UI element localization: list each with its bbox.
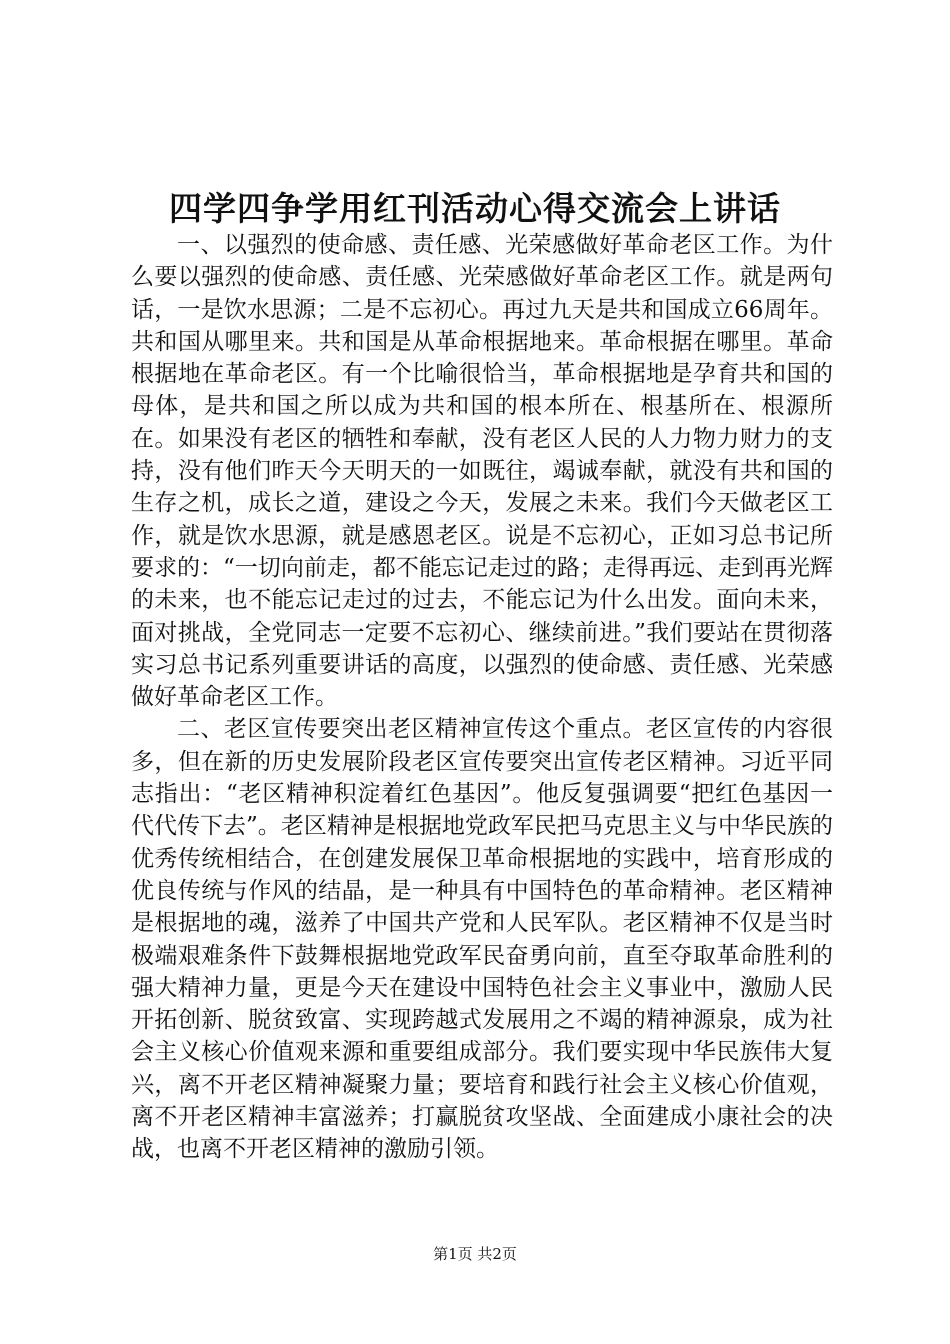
- paragraph-2: 二、老区宣传要突出老区精神宣传这个重点。老区宣传的内容很多，但在新的历史发展阶段老区宣传要突出宣传老区精神。习近平同志指出：“老区精神积淀着红色基因”。他反复强调要“把红色基因一代代传下去”。老区精神是根据地党政军民把马克思主义与中华民族的优秀传统相结合，在创建发展保卫革命根据地的实践中，培育形成的优良传统与作风的结晶，是一种具有中国特色的革命精神。老区精神是根据地的魂，滋养了中国共产党和人民军队。老区精神不仅是当时极端艰难条件下鼓舞根据地党政军民奋勇向前，直至夺取革命胜利的强大精神力量，更是今天在建设中国特色社会主义事业中，激励人民开拓创新、脱贫致富、实现跨越式发展用之不竭的精神源泉，成为社会主义核心价值观来源和重要组成部分。我们要实现中华民族伟大复兴，离不开老区精神凝聚力量；要培育和践行社会主义核心价值观，离不开老区精神丰富滋养；打赢脱贫攻坚战、全面建成小康社会的决战，也离不开老区精神的激励引领。: [131, 716, 833, 1163]
- page-footer: 第1页 共2页: [433, 1245, 517, 1263]
- document-title: 四学四争学用红刊活动心得交流会上讲话: [169, 189, 781, 228]
- paragraph-1: 一、以强烈的使命感、责任感、光荣感做好革命老区工作。为什么要以强烈的使命感、责任感、光荣感做好革命老区工作。就是两句话，一是饮水思源；二是不忘初心。再过九天是共和国成立66周年。共和国从哪里来。共和国是从革命根据地来。革命根据在哪里。革命根据地在革命老区。有一个比喻很恰当，革命根据地是孕育共和国的母体，是共和国之所以成为共和国的根本所在、根基所在、根源所在。如果没有老区的牺牲和奉献，没有老区人民的人力物力财力的支持，没有他们昨天今天明天的一如既往，竭诚奉献，就没有共和国的生存之机，成长之道，建设之今天，发展之未来。我们今天做老区工作，就是饮水思源，就是感恩老区。说是不忘初心，正如习总书记所要求的：“一切向前走，都不能忘记走过的路；走得再远、走到再光辉的未来，也不能忘记走过的过去，不能忘记为什么出发。面向未来，面对挑战，全党同志一定要不忘初心、继续前进。”我们要站在贯彻落实习总书记系列重要讲话的高度，以强烈的使命感、责任感、光荣感做好革命老区工作。: [131, 232, 833, 711]
- document-body: [131, 229, 833, 1166]
